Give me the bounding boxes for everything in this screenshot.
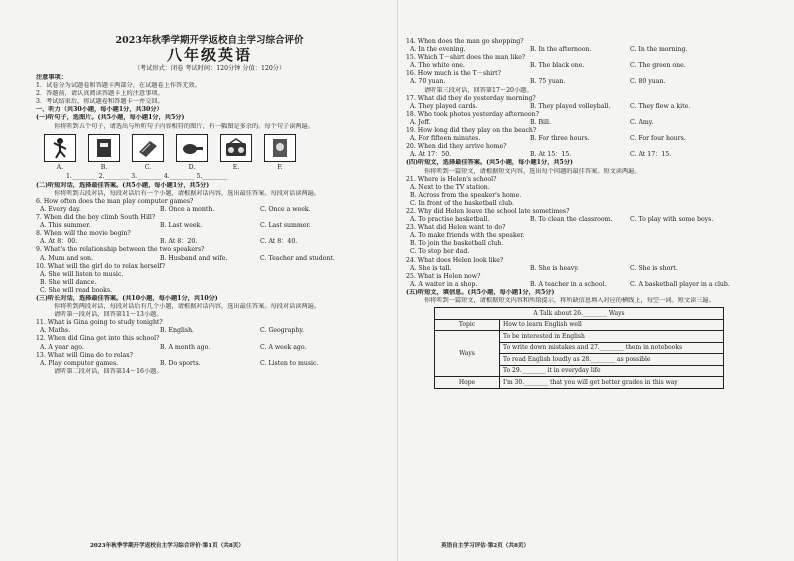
option: B. At 15：15. bbox=[530, 151, 572, 159]
section-3-dialog-1: 请听第一段对话，回答第11～13小题。 bbox=[54, 311, 163, 319]
option: A. She is tall. bbox=[410, 264, 452, 272]
option: C. The green one. bbox=[630, 62, 686, 70]
option: C. They flew a kite. bbox=[630, 102, 691, 110]
option: B. They played volleyball. bbox=[530, 102, 611, 110]
option: B. Once a month. bbox=[160, 205, 215, 213]
option: A. The white one. bbox=[410, 62, 465, 70]
question-18: 18. Who took photos yesterday afternoon? bbox=[406, 110, 539, 118]
option: B. The black one. bbox=[530, 62, 585, 70]
option: C. Geography. bbox=[260, 327, 304, 335]
question-10-option-b: B. She will dance. bbox=[40, 278, 97, 286]
option: C. Listen to music. bbox=[260, 359, 319, 367]
section-2-instruction: 你将听到五段对话，每段对话后有一个小题，请根据对话内容，选出最佳答案。每段对话读两遍。 bbox=[54, 189, 321, 197]
question-19: 19. How long did they play on the beach? bbox=[406, 127, 537, 135]
option: C. Once a week. bbox=[260, 205, 311, 213]
way-3: To read English loudly as 28.________ as possible bbox=[500, 354, 724, 366]
section-2-heading: (二)听短对话，选择最佳答案。(共5小题，每小题1分，共5分) bbox=[36, 181, 210, 189]
picture-label: C. bbox=[144, 163, 152, 171]
option: A. Every day. bbox=[40, 205, 81, 213]
question-17: 17. What did they do yesterday morning? bbox=[406, 94, 536, 102]
radio-icon bbox=[220, 134, 252, 162]
section-3-dialog-2: 请听第二段对话，回答第14～16小题。 bbox=[54, 367, 163, 375]
question-10-option-a: A. She will listen to music. bbox=[40, 270, 124, 278]
question-9: 9. What's the relationship between the two speakers? bbox=[36, 246, 205, 254]
info-table bbox=[434, 307, 724, 389]
topic-label: Topic bbox=[435, 319, 500, 331]
option: C. To play with some boys. bbox=[630, 216, 714, 224]
page-2 bbox=[397, 0, 794, 561]
question-12: 12. When did Gina get into this school? bbox=[36, 335, 160, 343]
option: C. 80 yuan. bbox=[630, 78, 666, 86]
option: C. Last summer. bbox=[260, 222, 311, 230]
section-1-instruction: 你将听到五个句子，请选出与所听句子内容相符的图片，有一幅图是多余的。每个句子读两遍。 bbox=[54, 122, 314, 130]
girl-figure-icon bbox=[44, 134, 76, 162]
picture-options bbox=[36, 134, 383, 162]
option: C. In the morning. bbox=[630, 46, 688, 54]
exam-title: 2023年秋季学期开学返校自主学习综合评价 bbox=[115, 35, 304, 46]
page-1-footer: 2023年秋季学期开学返校自主学习综合评价·第1页（共8页） bbox=[90, 543, 244, 549]
option: B. A month ago. bbox=[160, 343, 211, 351]
question-7-options bbox=[36, 222, 383, 230]
subject-title: 八年级英语 bbox=[166, 46, 252, 64]
question-8-options bbox=[36, 238, 383, 246]
option: C. For four hours. bbox=[630, 135, 686, 143]
question-23-option-a: A. To make friends with the speaker. bbox=[410, 232, 525, 240]
question-14: 14. When does the man go shopping? bbox=[406, 38, 524, 45]
option: A. Mum and son. bbox=[40, 254, 94, 262]
section-5-instruction: 你将听到一篇短文，请根据短文内容和所给提示，将所缺信息填入对应的横线上，每空一词。短文读三遍。 bbox=[424, 297, 715, 304]
picture-label: B. bbox=[100, 163, 108, 171]
answer-blanks: 1.________ 2.________ 3.________ 4.________ 5.________ bbox=[66, 172, 228, 180]
section-3-instruction: 你将听到两段对话，每段对话后有几个小题，请根据对话内容，选出最佳答案。每段对话读两遍。 bbox=[54, 303, 321, 311]
question-25-options bbox=[406, 281, 782, 289]
option: B. At 8：20. bbox=[160, 238, 198, 246]
option: A. This summer. bbox=[40, 222, 91, 230]
dialog-3-intro: 请听第三段对话，回答第17～20小题。 bbox=[424, 86, 533, 94]
way-2: To write down mistakes and 27.________ them in notebooks bbox=[500, 342, 724, 354]
question-20: 20. When did they arrive home? bbox=[406, 143, 507, 151]
note-1: 1．试卷分为试题卷和答题卡两部分，在试题卷上作答无效。 bbox=[36, 82, 201, 90]
section-3-heading: (三)听长对话，选择最佳答案。(共10小题，每小题1分，共10分) bbox=[36, 294, 218, 302]
picture-label: E. bbox=[232, 163, 240, 171]
hope-value: I'm 30.________ that you will get better grades in this way bbox=[500, 377, 724, 389]
option: B. Do sports. bbox=[160, 359, 201, 367]
option: B. Husband and wife. bbox=[160, 254, 228, 262]
option: B. Bill. bbox=[530, 118, 551, 126]
question-24: 24. What does Helen look like? bbox=[406, 256, 504, 264]
picture-label: F. bbox=[277, 163, 283, 171]
option: C. She is short. bbox=[630, 264, 678, 272]
question-23-option-c: C. To stop her dad. bbox=[410, 248, 470, 256]
section-1-heading: (一)听句子，选图片。(共5小题，每小题1分，共5分) bbox=[36, 114, 185, 122]
option: A. Play computer games. bbox=[40, 359, 119, 367]
book-cover-icon bbox=[88, 134, 120, 162]
question-25: 25. What is Helen now? bbox=[406, 272, 481, 280]
question-21-option-b: B. Across from the speaker's home. bbox=[410, 191, 522, 199]
option: A. For fifteen minutes. bbox=[410, 135, 481, 143]
picture-labels bbox=[36, 163, 383, 172]
question-13-options bbox=[36, 360, 383, 368]
question-21-option-a: A. Next to the TV station. bbox=[410, 183, 490, 191]
question-13: 13. What will Gina do to relax? bbox=[36, 351, 133, 359]
option: C. Amy. bbox=[630, 118, 654, 126]
question-23-option-b: B. To join the basketball club. bbox=[410, 240, 504, 248]
question-22: 22. Why did Helen leave the school late sometimes? bbox=[406, 207, 570, 215]
option: A. 70 yuan. bbox=[410, 78, 446, 86]
note-3: 3．考试结束后，将试题卷和答题卡一并交回。 bbox=[36, 98, 164, 106]
part-1-heading: 一、听力（共30小题，每小题1分，共30分） bbox=[36, 106, 163, 114]
ways-label: Ways bbox=[435, 331, 500, 377]
option: A. At 8：00. bbox=[40, 238, 78, 246]
option: C. At 17：15. bbox=[630, 151, 672, 159]
way-4: To 29.________ it in everyday life bbox=[500, 365, 724, 377]
topic-value: How to learn English well bbox=[500, 319, 724, 331]
question-22-options bbox=[406, 216, 782, 224]
question-12-options bbox=[36, 344, 383, 352]
question-16-options bbox=[406, 78, 782, 86]
option: C. A basketball player in a club. bbox=[630, 280, 730, 288]
way-1: To be interested in English bbox=[500, 331, 724, 343]
info-table-head: A Talk about 26.________ Ways bbox=[435, 308, 724, 320]
exam-meta: （考试形式：闭卷 考试时间：120分钟 分值：120分） bbox=[133, 65, 286, 72]
option: A. Jeff. bbox=[410, 118, 431, 126]
option: C. Teacher and student. bbox=[260, 254, 335, 262]
sheet-icon bbox=[132, 134, 164, 162]
question-15: 15. Which T－shirt does the man like? bbox=[406, 54, 526, 62]
pan-icon bbox=[176, 134, 208, 162]
option: B. To clean the classroom. bbox=[530, 216, 613, 224]
section-4-heading: (四)听短文，选择最佳答案。(共5小题，每小题1分，共5分) bbox=[406, 159, 573, 167]
option: A. A year ago. bbox=[40, 343, 84, 351]
option: A. To practise basketball. bbox=[410, 216, 490, 224]
option: B. In the afternoon. bbox=[530, 46, 592, 54]
option: B. She is heavy. bbox=[530, 264, 579, 272]
hope-label: Hope bbox=[435, 377, 500, 389]
question-10-option-c: C. She will read books. bbox=[40, 286, 113, 294]
option: C. A week ago. bbox=[260, 343, 307, 351]
question-10: 10. What will the girl do to relax herself? bbox=[36, 262, 166, 270]
question-23: 23. What did Helen want to do? bbox=[406, 224, 506, 232]
question-21: 21. Where is Helen's school? bbox=[406, 175, 497, 183]
option: A. At 17：50. bbox=[410, 151, 452, 159]
question-6: 6. How often does the man play computer games? bbox=[36, 197, 194, 205]
option: B. A teacher in a school. bbox=[530, 280, 607, 288]
question-11: 11. What is Gina going to study tonight? bbox=[36, 319, 163, 327]
question-18-options bbox=[406, 119, 782, 127]
question-14-options bbox=[406, 46, 782, 54]
question-17-options bbox=[406, 103, 782, 111]
question-21-option-c: C. In front of the basketball club. bbox=[410, 199, 514, 207]
section-4-instruction: 你将听到一篇短文，请根据短文内容，选出每个问题的最佳答案。短文读两遍。 bbox=[424, 167, 641, 175]
option: A. A waiter in a shop. bbox=[410, 280, 478, 288]
option: B. 75 yuan. bbox=[530, 78, 566, 86]
question-6-options bbox=[36, 206, 383, 214]
picture-label: A. bbox=[56, 163, 64, 171]
question-9-options bbox=[36, 255, 383, 263]
question-19-options bbox=[406, 135, 782, 143]
note-2: 2．答题前，请认真阅读答题卡上的注意事项。 bbox=[36, 90, 164, 98]
page-2-footer: 英语自主学习评估·第2页（共8页） bbox=[441, 543, 530, 549]
question-20-options bbox=[406, 151, 782, 159]
question-11-options bbox=[36, 327, 383, 335]
question-15-options bbox=[406, 62, 782, 70]
question-24-options bbox=[406, 265, 782, 273]
question-7: 7. When did the boy climb South Hill? bbox=[36, 214, 156, 222]
section-5-heading: (五)听短文，填信息。(共5小题，每小题1分，共5分) bbox=[406, 288, 555, 296]
option: B. Last week. bbox=[160, 222, 203, 230]
option: B. For three hours. bbox=[530, 135, 590, 143]
option: A. They played cards. bbox=[410, 102, 478, 110]
notes-title: 注意事项： bbox=[36, 74, 67, 81]
option: B. English. bbox=[160, 327, 195, 335]
option: A. In the evening. bbox=[410, 46, 466, 54]
question-16: 16. How much is the T－shirt? bbox=[406, 70, 501, 78]
option: C. At 8：40. bbox=[260, 238, 298, 246]
option: A. Maths. bbox=[40, 327, 71, 335]
question-8: 8. When will the movie begin? bbox=[36, 230, 131, 238]
book-icon bbox=[264, 134, 296, 162]
picture-label: D. bbox=[188, 163, 196, 171]
